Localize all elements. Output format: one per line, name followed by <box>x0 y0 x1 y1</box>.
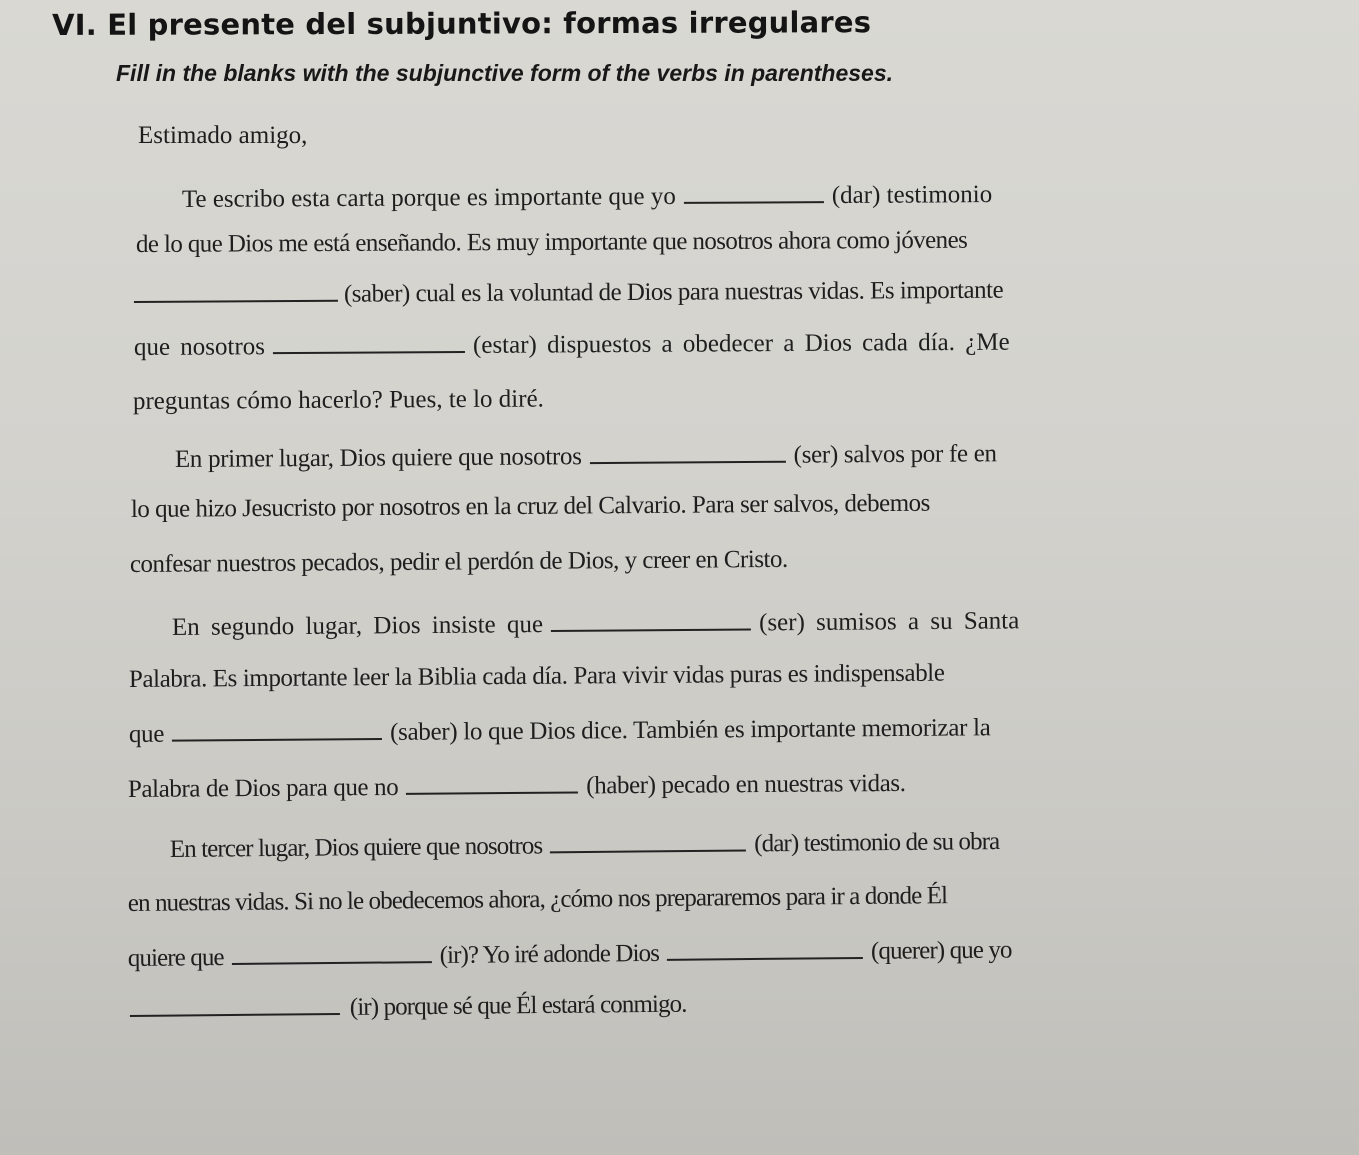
line-text: (ser) sumisos a su Santa <box>758 607 1020 637</box>
paragraph-3-line-4 <box>128 770 906 804</box>
paragraph-4-line-1 <box>170 828 1000 864</box>
section-title: VI. El presente del subjuntivo: formas irregulares <box>52 5 872 42</box>
blank-4-ser[interactable] <box>590 460 786 464</box>
line-text: (ir)? Yo iré adonde Dios <box>439 939 660 970</box>
paragraph-4-line-2: en nuestras vidas. Si no le obedecemos ahora, ¿cómo nos prepararemos para ir a donde Él <box>127 882 948 918</box>
instructions: Fill in the blanks with the subjunctive form of the verbs in parentheses. <box>116 60 894 86</box>
line-text: (estar) dispuestos a obedecer a Dios cada día. ¿Me <box>472 328 1010 359</box>
line-text: Palabra de Dios para que no <box>127 773 399 804</box>
line-text: (haber) pecado en nuestras vidas. <box>586 769 906 800</box>
blank-9-ir[interactable] <box>232 960 432 965</box>
paragraph-1-line-4 <box>134 329 1010 362</box>
line-text: En primer lugar, Dios quiere que nosotros <box>174 443 582 474</box>
blank-6-saber[interactable] <box>172 737 382 742</box>
line-text: (ser) salvos por fe en <box>793 440 997 469</box>
line-text: (querer) que yo <box>870 936 1012 965</box>
blank-3-estar[interactable] <box>273 350 465 354</box>
line-text: En tercer lugar, Dios quiere que nosotros <box>169 832 543 864</box>
paragraph-1-line-1 <box>182 181 992 214</box>
line-text: (saber) lo que Dios dice. También es importante memorizar la <box>389 714 991 746</box>
paragraph-2-line-1 <box>175 440 997 474</box>
paragraph-1-line-5: preguntas cómo hacerlo? Pues, te lo diré. <box>132 385 544 416</box>
paragraph-2-line-3: confesar nuestros pecados, pedir el perdón de Dios, y creer en Cristo. <box>129 545 788 579</box>
paragraph-1-line-3 <box>134 277 1003 310</box>
paragraph-3-line-1 <box>172 607 1020 642</box>
blank-8-dar[interactable] <box>550 848 746 853</box>
blank-2-saber[interactable] <box>134 299 338 303</box>
blank-10-querer[interactable] <box>667 956 863 961</box>
line-text: quiere que <box>127 944 224 973</box>
line-text: En segundo lugar, Dios insiste que <box>171 611 544 642</box>
line-text: (ir) porque sé que Él estará conmigo. <box>349 990 687 1021</box>
line-text: que <box>128 720 165 749</box>
line-text: Te escribo esta carta porque es importante que yo <box>181 182 676 214</box>
line-text: (saber) cual es la voluntad de Dios para nuestras vidas. Es importante <box>343 276 1004 308</box>
blank-5-ser[interactable] <box>551 627 751 632</box>
line-text: (dar) testimonio <box>831 181 993 210</box>
salutation: Estimado amigo, <box>138 122 308 149</box>
paragraph-4-line-3 <box>128 937 1012 973</box>
paragraph-2-line-2: lo que hizo Jesucristo por nosotros en la cruz del Calvario. Para ser salvos, debemos <box>130 489 930 524</box>
paragraph-3-line-2: Palabra. Es importante leer la Biblia cada día. Para vivir vidas puras es indispensable <box>128 659 945 694</box>
paragraph-3-line-3 <box>129 714 991 749</box>
line-text: (dar) testimonio de su obra <box>754 828 1000 858</box>
line-text: que nosotros <box>133 333 266 362</box>
blank-7-haber[interactable] <box>406 790 578 794</box>
paragraph-4-line-4 <box>130 991 687 1024</box>
paragraph-1-line-2: de lo que Dios me está enseñando. Es muy importante que nosotros ahora como jóvenes <box>135 226 968 258</box>
blank-11-ir[interactable] <box>130 1012 340 1017</box>
blank-1-dar[interactable] <box>684 200 824 204</box>
